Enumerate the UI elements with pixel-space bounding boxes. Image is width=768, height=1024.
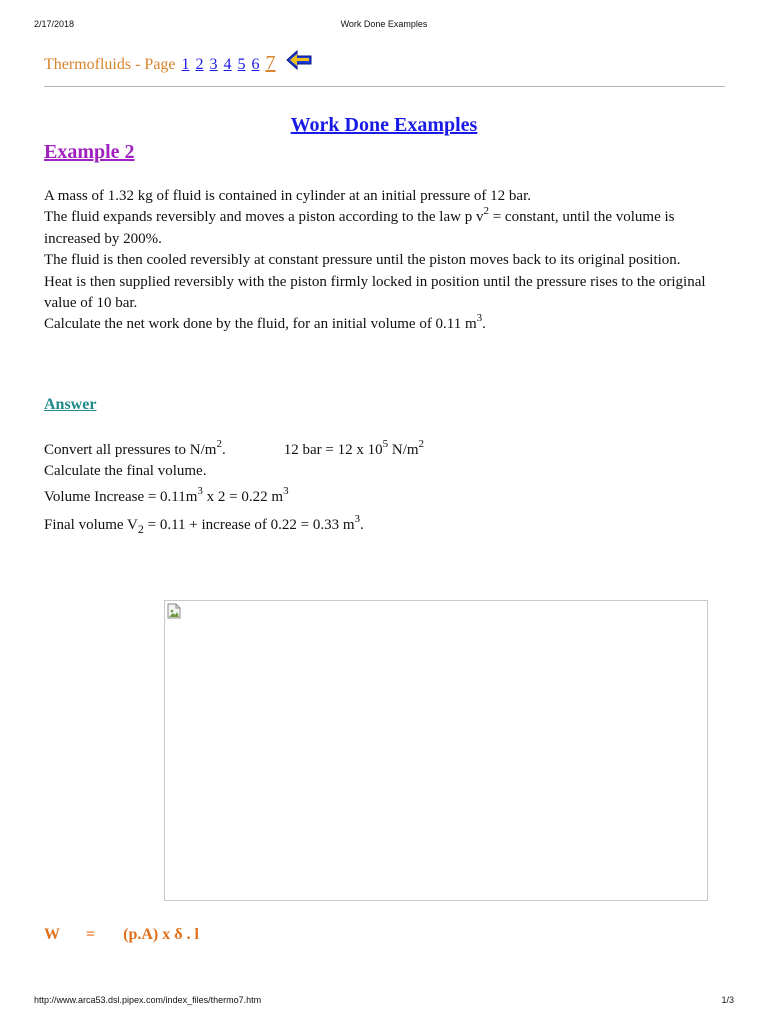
answer-row-pressure: Convert all pressures to $N/m^2$. 12 bar = 12 x $10^5$ $N/m^2$ bbox=[44, 438, 425, 458]
page-link-3[interactable]: 3 bbox=[209, 56, 218, 73]
page-link-6[interactable]: 6 bbox=[251, 56, 260, 73]
work-formula bbox=[44, 926, 199, 944]
print-url: http://www.arca53.dsl.pipex.com/index_files/thermo7.htm bbox=[34, 995, 262, 1005]
formula-equals: = bbox=[86, 926, 96, 943]
example-heading: Example 2 bbox=[44, 141, 135, 163]
page-link-2[interactable]: 2 bbox=[195, 56, 204, 73]
answer-row-volume-increase: Volume Increase = $0.11m^3$ x 2 = 0.22 $m^3$ bbox=[44, 485, 289, 505]
answer-row-final-volume: Calculate the final volume. bbox=[44, 463, 207, 479]
back-arrow-icon[interactable] bbox=[286, 50, 312, 75]
answer-body bbox=[44, 440, 734, 537]
formula-lhs: W bbox=[44, 926, 60, 943]
page-link-1[interactable]: 1 bbox=[181, 56, 190, 73]
formula-rhs: (p.A) x δ . l bbox=[123, 926, 199, 943]
print-header bbox=[34, 19, 734, 31]
problem-line-1: A mass of 1.32 kg of fluid is contained in cylinder at an initial pressure of 12 bar. bbox=[44, 188, 531, 204]
problem-statement bbox=[44, 186, 734, 336]
print-title: Work Done Examples bbox=[340, 19, 428, 29]
answer-heading: Answer bbox=[44, 396, 97, 413]
problem-line-5: Calculate the net work done by the fluid, for an initial volume of 0.11 $m^3$. bbox=[44, 312, 486, 333]
page-title: Work Done Examples bbox=[290, 114, 478, 136]
page-link-current[interactable]: 7 bbox=[265, 52, 276, 74]
page-link-4[interactable]: 4 bbox=[223, 56, 232, 73]
page-link-5[interactable]: 5 bbox=[237, 56, 246, 73]
problem-line-3: The fluid is then cooled reversibly at constant pressure until the piston moves back to its original position. bbox=[44, 252, 681, 269]
broken-image-icon bbox=[167, 603, 181, 619]
header-divider bbox=[44, 86, 725, 87]
answer-row-v2: Final volume $V_2 = 0.11$ + increase of 0.22 = 0.33 $m^3$. bbox=[44, 513, 364, 536]
print-date: 2/17/2018 bbox=[34, 19, 75, 29]
problem-line-2: The fluid expands reversibly and moves a piston according to the law p $v^2$ = constant, until the volume is increased by 200%. bbox=[44, 205, 675, 247]
diagram-image-placeholder bbox=[164, 600, 708, 901]
site-label: Thermofluids - Page bbox=[44, 56, 176, 73]
problem-line-4: Heat is then supplied reversibly with the piston firmly locked in position until the pressure rises to the original value of 10 bar. bbox=[44, 273, 706, 312]
print-footer bbox=[34, 995, 734, 1007]
page-navigation bbox=[44, 52, 724, 82]
print-page-count: 1/3 bbox=[721, 995, 734, 1005]
